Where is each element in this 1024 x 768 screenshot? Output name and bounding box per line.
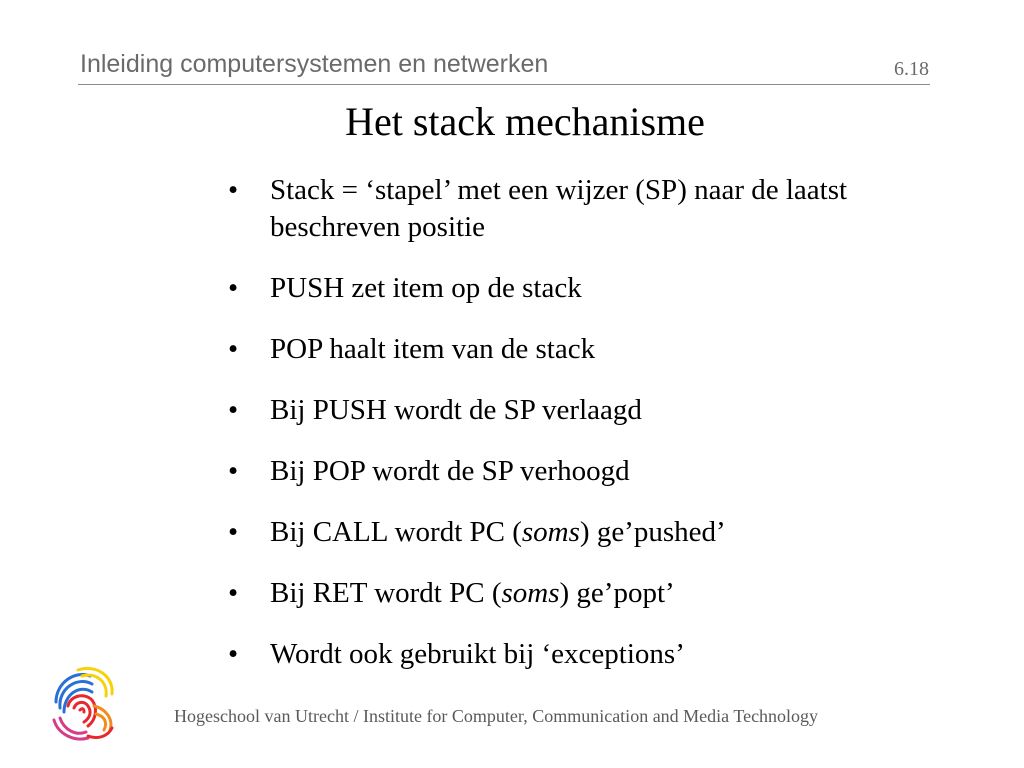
bullet-dot: •	[228, 455, 239, 487]
bullet-text: Stack = ‘stapel’ met een wijzer (SP) naar de laatst beschreven positie	[270, 174, 848, 243]
bullet-item	[228, 636, 888, 673]
bullet-dot: •	[228, 272, 239, 304]
bullet-text-end: ) ge’pushed’	[579, 516, 726, 548]
bullet-emphasis: soms	[501, 577, 560, 609]
bullet-item	[228, 270, 888, 307]
bullet-item	[228, 172, 888, 246]
bullet-text-start: Bij RET wordt PC (	[270, 577, 502, 609]
bullet-text: Wordt ook gebruikt bij ‘exceptions’	[270, 638, 685, 670]
bullet-dot: •	[228, 394, 239, 426]
bullet-list	[228, 172, 888, 697]
bullet-text: POP haalt item van de stack	[270, 333, 596, 365]
bullet-item	[228, 331, 888, 368]
bullet-item	[228, 453, 888, 490]
course-title: Inleiding computersystemen en netwerken	[80, 50, 549, 78]
bullet-dot: •	[228, 516, 239, 548]
header-divider	[78, 84, 930, 85]
bullet-text: Bij PUSH wordt de SP verlaagd	[270, 394, 642, 426]
bullet-text-end: ) ge’popt’	[559, 577, 675, 609]
bullet-item	[228, 575, 888, 612]
bullet-dot: •	[228, 333, 239, 365]
bullet-dot: •	[228, 174, 239, 206]
bullet-item	[228, 392, 888, 429]
slide-number: 6.18	[894, 58, 929, 80]
bullet-text	[270, 577, 675, 609]
bullet-emphasis: soms	[521, 516, 580, 548]
bullet-text-start: Bij CALL wordt PC (	[270, 516, 522, 548]
fingerprint-logo-icon	[48, 662, 120, 744]
bullet-dot: •	[228, 577, 239, 609]
footer-institution: Hogeschool van Utrecht / Institute for Computer, Communication and Media Technology	[174, 706, 819, 726]
bullet-text	[270, 516, 726, 548]
bullet-dot: •	[228, 638, 239, 670]
bullet-text: PUSH zet item op de stack	[270, 272, 582, 304]
slide-title: Het stack mechanisme	[345, 99, 705, 144]
bullet-item	[228, 514, 888, 551]
bullet-text: Bij POP wordt de SP verhoogd	[270, 455, 630, 487]
